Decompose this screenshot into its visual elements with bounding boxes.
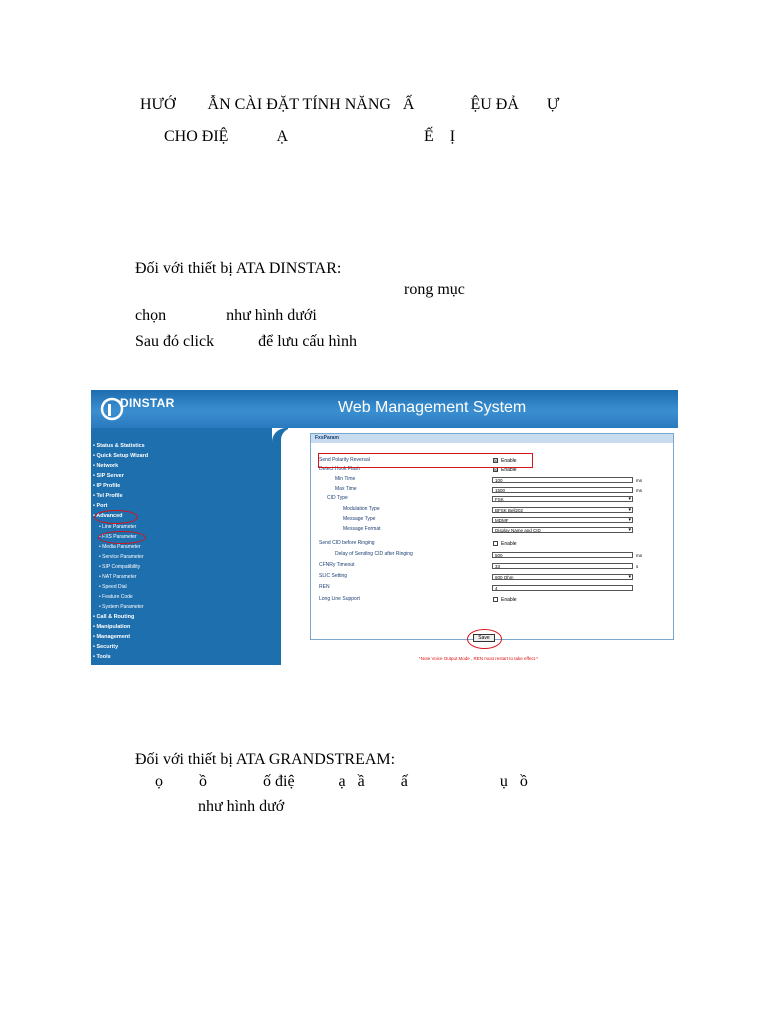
unit-ms-1: ms	[636, 478, 642, 483]
panel-header: FxsParam	[311, 434, 673, 443]
sidebar-item-tools[interactable]: • Tools	[93, 654, 111, 660]
modulation-type-select[interactable]: BFSK Bell202 ▾	[492, 507, 633, 513]
window-title: Web Management System	[338, 399, 527, 416]
cfnry-timeout-input[interactable]: 33	[492, 563, 633, 569]
enable-label-3: Enable	[501, 541, 517, 547]
sidebar-item-manipulation[interactable]: • Manipulation	[93, 624, 131, 630]
label-detect-hook-flash: Detect Hook Flash	[319, 466, 361, 472]
enable-label-1: Enable	[501, 458, 517, 464]
label-delay-sending-cid: Delay of Sending CID after Ringing	[335, 551, 413, 557]
shot-header	[91, 390, 678, 428]
message-format-select[interactable]: Display Name and CID ▾	[492, 527, 633, 533]
sidebar-item-ip-profile[interactable]: • IP Profile	[93, 483, 121, 489]
sidebar-item-tel-profile[interactable]: • Tel Profile	[93, 493, 123, 499]
checkbox-detect-hook-flash[interactable]: ☒	[494, 467, 498, 472]
sidebar-item-management[interactable]: • Management	[93, 634, 131, 640]
sidebar-item-status[interactable]: • Status & Statistics	[93, 443, 145, 449]
sidebar-sub-nat-parameter[interactable]: • NAT Parameter	[99, 574, 137, 580]
slic-setting-select[interactable]: 600 Ohm ▾	[492, 574, 633, 580]
message-type-select[interactable]: MDMF ▾	[492, 517, 633, 523]
label-send-polarity: Send Polarity Reversal	[319, 457, 370, 463]
sidebar-sub-line-parameter[interactable]: • Line Parameter	[99, 524, 137, 530]
sidebar-item-security[interactable]: • Security	[93, 644, 119, 650]
enable-label-2: Enable	[501, 467, 517, 473]
grandstream-line2: ọ ồ ố điệ ạ ầ ấ ụ ồ	[155, 773, 528, 790]
label-message-format: Message Format	[343, 526, 381, 532]
ren-input[interactable]: 4	[492, 585, 633, 591]
grandstream-heading: Đối với thiết bị ATA GRANDSTREAM:	[135, 751, 396, 768]
highlight-save	[467, 629, 502, 649]
dinstar-heading: Đối với thiết bị ATA DINSTAR:	[135, 260, 342, 277]
sidebar-item-call-routing[interactable]: • Call & Routing	[93, 614, 135, 620]
doc-title-line1: HƯỚ ẪN CÀI ĐẶT TÍNH NĂNG Ấ ỆU ĐẢ Ự	[140, 96, 560, 113]
checkbox-send-cid[interactable]	[493, 541, 498, 546]
label-cfnry-timeout: CFNRy Timeout	[319, 562, 355, 568]
label-slic-setting: SLIC Setting	[319, 573, 348, 579]
sidebar-item-network[interactable]: • Network	[93, 463, 119, 469]
logo-text: DINSTAR	[120, 396, 175, 410]
label-modulation-type: Modulation Type	[343, 506, 380, 512]
checkbox-long-line[interactable]	[493, 597, 498, 602]
save-button[interactable]: Save	[473, 634, 495, 642]
label-min-time: Min Time	[335, 476, 356, 482]
enable-label-4: Enable	[501, 597, 517, 603]
doc-title-line2: CHO ĐIỆ Ạ Ế Ị	[164, 128, 456, 145]
label-cid-type: CID Type	[327, 495, 348, 501]
dinstar-line2: rong mục	[404, 281, 465, 298]
label-max-time: Max Time	[335, 486, 357, 492]
sidebar-sub-fxs-parameter[interactable]: • FXS Parameter	[99, 534, 137, 540]
sidebar-sub-media-parameter[interactable]: • Media Parameter	[99, 544, 141, 550]
sidebar-sub-system-parameter[interactable]: • System Parameter	[99, 604, 144, 610]
highlight-send-polarity	[318, 453, 533, 468]
unit-s: s	[636, 564, 639, 569]
label-message-type: Message Type	[343, 516, 376, 522]
checkbox-send-polarity[interactable]: ☒	[494, 458, 498, 463]
sidebar-sub-service-parameter[interactable]: • Service Parameter	[99, 554, 144, 560]
min-time-input[interactable]: 100	[492, 477, 633, 483]
highlight-fxs-parameter	[98, 531, 146, 544]
label-send-cid-before-ringing: Send CID before Ringing	[319, 540, 375, 546]
cid-type-select[interactable]: FSK ▾	[492, 496, 633, 502]
sidebar-item-sip-server[interactable]: • SIP Server	[93, 473, 124, 479]
sidebar-sub-sip-compat[interactable]: • SIP Compatibility	[99, 564, 141, 570]
label-long-line-support: Long Line Support	[319, 596, 360, 602]
sidebar-item-advanced[interactable]: • Advanced	[93, 513, 123, 519]
highlight-advanced	[94, 510, 138, 524]
sidebar-item-port[interactable]: • Port	[93, 503, 108, 509]
sidebar-sub-feature-code[interactable]: • Feature Code	[99, 594, 133, 600]
unit-ms-2: ms	[636, 488, 642, 493]
label-ren: REN	[319, 584, 330, 590]
delay-input[interactable]: 500	[492, 552, 633, 558]
dinstar-line4: Sau đó click để lưu cấu hình	[135, 333, 357, 350]
unit-ms-3: ms	[636, 553, 642, 558]
dinstar-screenshot	[91, 390, 678, 665]
max-time-input[interactable]: 1500	[492, 487, 633, 493]
grandstream-line3: như hình dướ	[198, 798, 285, 815]
dinstar-line3: chọn như hình dưới	[135, 307, 317, 324]
sidebar-sub-speed-dial[interactable]: • Speed Dial	[99, 584, 127, 590]
restart-note: *Note Voice Output Mode , REN must restart to take effect.*	[419, 656, 538, 661]
sidebar-item-quick-setup[interactable]: • Quick Setup Wizard	[93, 453, 149, 459]
